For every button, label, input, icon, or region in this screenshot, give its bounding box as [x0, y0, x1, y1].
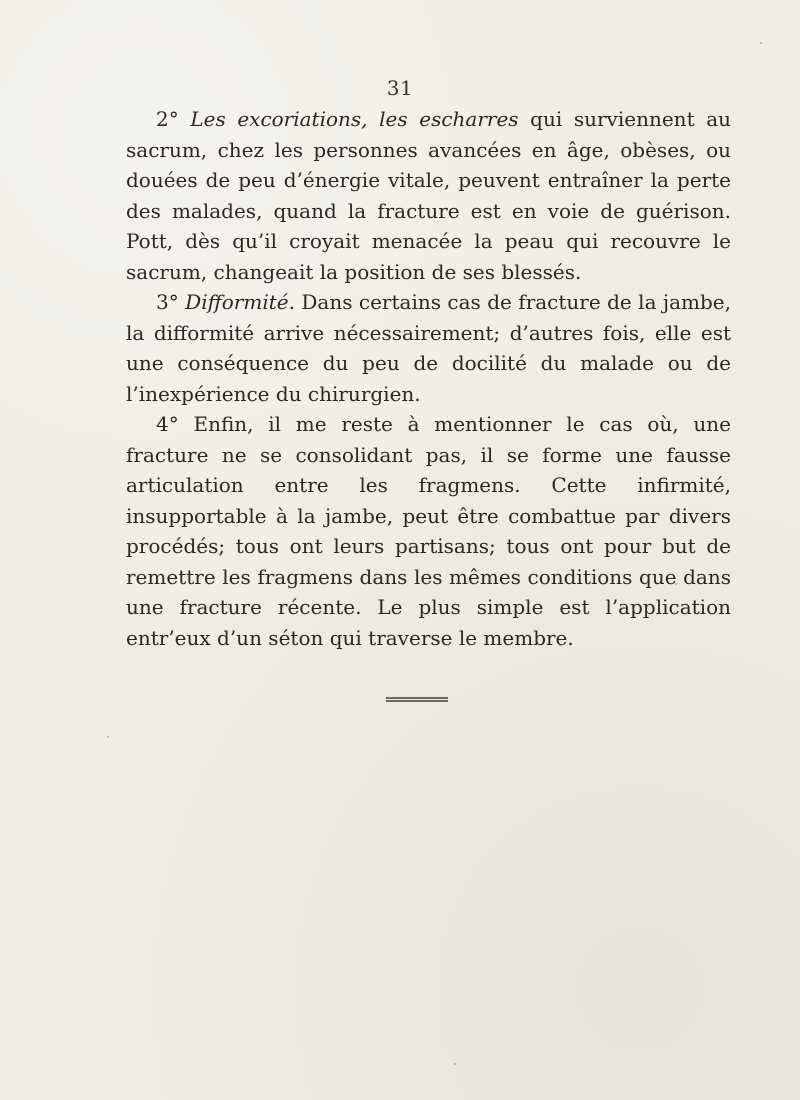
paragraph-text: qui surviennent au sacrum, chez les personnes avancées en âge, obèses, ou douées de peu d’énergie vitale, peuvent entraîner la perte des malades, quand la fracture est en voie de guérison. Pott, dès qu’il croyait menacée la peau qui recouvre le sacrum, changeait la position de ses blessés.	[126, 107, 732, 284]
section-end-rule	[386, 697, 448, 702]
paragraph-text: Dans certains cas de fracture de la jambe, la difformité arrive nécessairement; d’autres fois, elle est une conséquence du peu de docilité du malade ou de l’inexpérience du chirurgien.	[126, 290, 731, 406]
body-text	[126, 104, 731, 653]
paper-speck	[675, 583, 677, 585]
paper-speck	[760, 42, 762, 44]
paragraph-fausse-articulation	[126, 409, 731, 653]
paper-speck	[107, 736, 109, 738]
paragraph-term: Difformité.	[185, 290, 295, 314]
paragraph-numeral: 4°	[156, 412, 179, 436]
paragraph-excoriations	[126, 104, 731, 287]
paragraph-difformite	[126, 287, 731, 409]
paragraph-numeral: 2°	[156, 107, 179, 131]
page-number: 31	[386, 76, 414, 100]
paragraph-numeral: 3°	[156, 290, 179, 314]
paragraph-term: Les excoriations, les escharres	[190, 107, 519, 131]
paper-speck	[454, 1063, 456, 1065]
paper-speck	[665, 326, 667, 328]
paragraph-text: Enfin, il me reste à mentionner le cas où, une fracture ne se consolidant pas, il se forme une fausse articulation entre les fragmens. Cette infirmité, insupportable à la jambe, peut être combattue par divers procédés; tous ont leurs partisans; tous ont pour but de remettre les fragmens dans les mêmes conditions que dans une fracture récente. Le plus simple est l’application entr’eux d’un séton qui traverse le membre.	[126, 412, 731, 650]
